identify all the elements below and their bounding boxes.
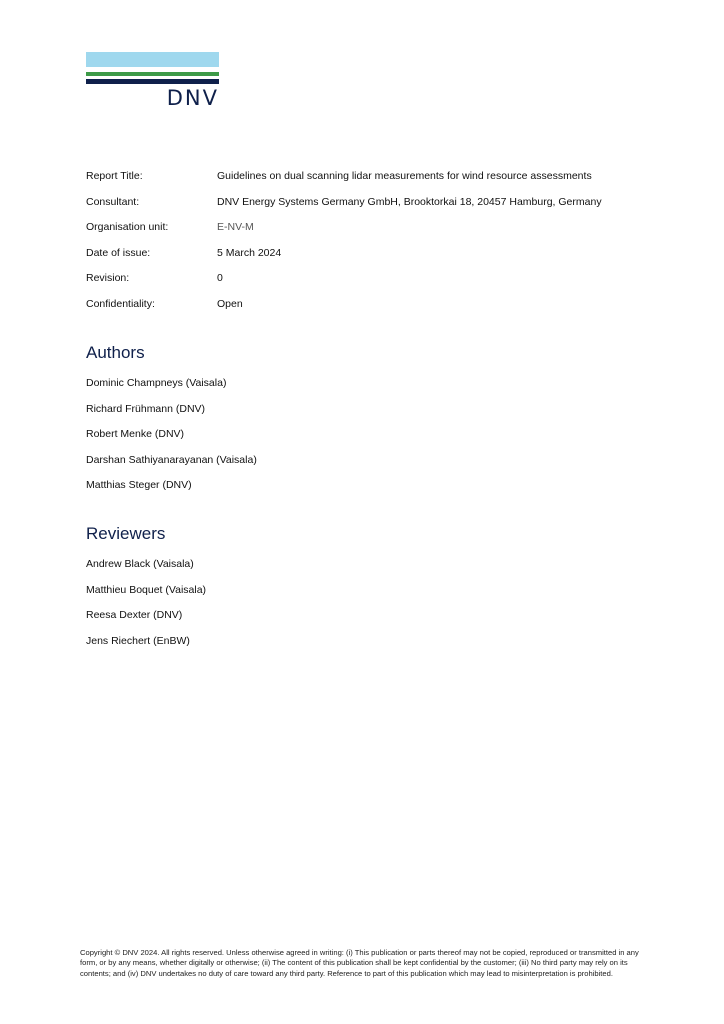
consultant-label: Consultant:: [86, 195, 140, 208]
reviewer-item: Reesa Dexter (DNV): [86, 609, 183, 621]
logo-wordmark: DNV: [166, 86, 219, 110]
revision-label: Revision:: [86, 272, 130, 285]
report-metadata: [86, 170, 646, 324]
confidentiality-label: Confidentiality:: [86, 297, 155, 310]
logo-navy-bar: [86, 79, 219, 84]
author-item: Richard Frühmann (DNV): [86, 402, 206, 415]
authors-heading: Authors: [86, 343, 145, 362]
date-of-issue-row: [86, 247, 646, 273]
date-of-issue-label: Date of issue:: [86, 246, 151, 259]
revision-row: [86, 272, 646, 298]
date-of-issue-value: 5 March 2024: [217, 246, 282, 259]
reviewers-heading: Reviewers: [86, 524, 166, 543]
organisation-unit-value: E-NV-M: [217, 221, 254, 234]
authors-list: [86, 377, 257, 505]
consultant-row: [86, 196, 646, 222]
reviewer-item: Andrew Black (Vaisala): [86, 558, 194, 570]
logo-green-bar: [86, 72, 219, 76]
consultant-value: DNV Energy Systems Germany GmbH, Brooktorkai 18, 20457 Hamburg, Germany: [217, 195, 602, 208]
organisation-unit-row: [86, 221, 646, 247]
author-item: Darshan Sathiyanarayanan (Vaisala): [86, 453, 257, 466]
confidentiality-row: [86, 298, 646, 324]
organisation-unit-label: Organisation unit:: [86, 221, 169, 234]
author-item: Dominic Champneys (Vaisala): [86, 377, 227, 389]
reviewers-list: [86, 558, 206, 660]
report-title-row: [86, 170, 646, 196]
copyright-notice: Copyright © DNV 2024. All rights reserved. Unless otherwise agreed in writing: (i) This publication or parts thereof may not be copied, reproduced or transmitted in any form, or by any means, whether digitally or otherwise; (ii) The content of this publication shall be kept confidential by the customer; (iii) No third party may rely on its contents; and (iv) DNV undertakes no duty of care toward any third party. Reference to part of this publication which may lead to misinterpretation is prohibited.: [80, 948, 639, 978]
author-item: Matthias Steger (DNV): [86, 479, 192, 491]
reviewer-item: Matthieu Boquet (Vaisala): [86, 583, 207, 596]
dnv-logo: [86, 52, 219, 112]
reviewer-item: Jens Riechert (EnBW): [86, 634, 190, 647]
logo-sky-bar: [86, 52, 219, 67]
report-title-value: Guidelines on dual scanning lidar measurements for wind resource assessments: [217, 170, 592, 182]
revision-value: 0: [217, 272, 223, 285]
author-item: Robert Menke (DNV): [86, 428, 185, 440]
report-title-label: Report Title:: [86, 170, 143, 182]
confidentiality-value: Open: [217, 297, 243, 310]
